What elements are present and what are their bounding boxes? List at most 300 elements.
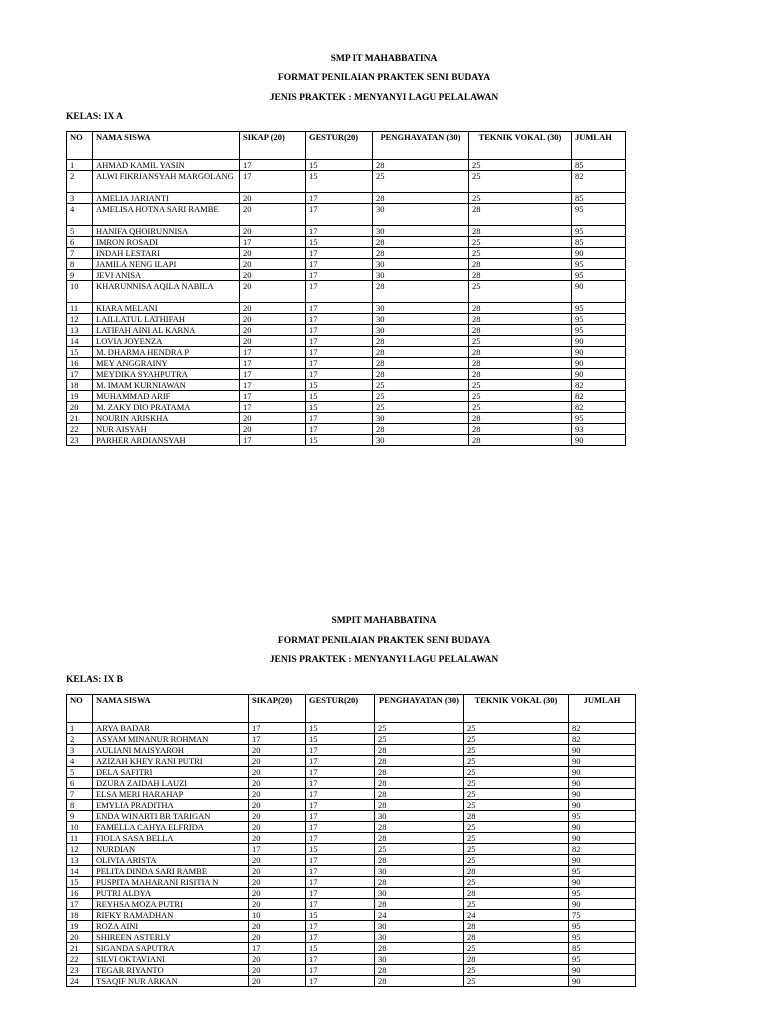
cell-sikap: 17 (240, 435, 306, 446)
cell-teknik-vokal: 25 (469, 281, 572, 303)
header-no: NO (67, 695, 93, 723)
cell-sikap: 20 (240, 314, 306, 325)
cell-teknik-vokal: 25 (464, 745, 569, 756)
cell-jumlah: 95 (569, 811, 636, 822)
header-penghayatan: PENGHAYATAN (30) (373, 132, 469, 160)
cell-teknik-vokal: 28 (469, 369, 572, 380)
cell-sikap: 20 (249, 811, 306, 822)
cell-sikap: 20 (249, 976, 306, 987)
table-row (67, 778, 636, 789)
cell-no: 6 (67, 237, 93, 248)
cell-teknik-vokal: 28 (464, 811, 569, 822)
cell-sikap: 20 (240, 259, 306, 270)
cell-gestur: 15 (306, 844, 375, 855)
cell-jumlah: 82 (572, 402, 626, 413)
table-row (67, 270, 626, 281)
cell-sikap: 17 (240, 347, 306, 358)
cell-jumlah: 95 (569, 932, 636, 943)
cell-sikap: 20 (240, 248, 306, 259)
cell-nama-siswa: DELA SAFITRI (93, 767, 249, 778)
cell-teknik-vokal: 25 (464, 943, 569, 954)
cell-nama-siswa: SHIREEN ASTERLY (93, 932, 249, 943)
cell-teknik-vokal: 28 (469, 204, 572, 226)
table-row (67, 855, 636, 866)
table-row (67, 160, 626, 171)
cell-penghayatan: 30 (373, 325, 469, 336)
cell-nama-siswa: AMELIA JARIANTI (93, 193, 240, 204)
cell-teknik-vokal: 25 (469, 248, 572, 259)
cell-nama-siswa: REYHSA MOZA PUTRI (93, 899, 249, 910)
cell-penghayatan: 28 (375, 965, 464, 976)
table-row (67, 237, 626, 248)
cell-gestur: 15 (306, 237, 373, 248)
table-row (67, 833, 636, 844)
cell-penghayatan: 28 (373, 347, 469, 358)
jenis-praktek-title: JENIS PRAKTEK : MENYANYI LAGU PELALAWAN (269, 93, 499, 103)
cell-no: 16 (67, 888, 93, 899)
cell-nama-siswa: AHMAD KAMIL YASIN (93, 160, 240, 171)
cell-gestur: 15 (306, 435, 373, 446)
cell-gestur: 17 (306, 822, 375, 833)
cell-no: 1 (67, 723, 93, 734)
cell-sikap: 20 (249, 778, 306, 789)
cell-jumlah: 95 (572, 204, 626, 226)
cell-no: 6 (67, 778, 93, 789)
cell-sikap: 20 (249, 921, 306, 932)
cell-jumlah: 90 (569, 778, 636, 789)
cell-penghayatan: 25 (375, 734, 464, 745)
cell-no: 2 (67, 734, 93, 745)
cell-penghayatan: 28 (375, 800, 464, 811)
cell-sikap: 17 (240, 358, 306, 369)
cell-gestur: 17 (306, 424, 373, 435)
table-row (67, 380, 626, 391)
table-row (67, 866, 636, 877)
cell-teknik-vokal: 25 (469, 160, 572, 171)
cell-teknik-vokal: 28 (469, 303, 572, 314)
cell-sikap: 17 (249, 723, 306, 734)
cell-sikap: 20 (249, 866, 306, 877)
cell-sikap: 20 (240, 226, 306, 237)
cell-nama-siswa: INDAH LESTARI (93, 248, 240, 259)
cell-penghayatan: 28 (375, 745, 464, 756)
cell-nama-siswa: LATIFAH AINI AL KARNA (93, 325, 240, 336)
header-nama-siswa: NAMA SISWA (93, 132, 240, 160)
cell-gestur: 17 (306, 281, 373, 303)
cell-sikap: 20 (240, 325, 306, 336)
cell-sikap: 20 (249, 756, 306, 767)
cell-gestur: 17 (306, 954, 375, 965)
cell-penghayatan: 28 (375, 899, 464, 910)
cell-jumlah: 95 (572, 413, 626, 424)
cell-jumlah: 82 (572, 380, 626, 391)
cell-nama-siswa: MEY ANGGRAINY (93, 358, 240, 369)
header-no: NO (67, 132, 93, 160)
cell-nama-siswa: KHARUNNISA AQILA NABILA (93, 281, 240, 303)
cell-penghayatan: 25 (375, 844, 464, 855)
cell-penghayatan: 28 (373, 248, 469, 259)
table-body (67, 160, 626, 446)
cell-jumlah: 95 (572, 259, 626, 270)
cell-gestur: 17 (306, 899, 375, 910)
cell-jumlah: 90 (572, 281, 626, 303)
cell-gestur: 17 (306, 745, 375, 756)
school-title: SMP IT MAHABBATINA (330, 54, 438, 64)
cell-sikap: 17 (240, 380, 306, 391)
kelas-label: KELAS: IX A (66, 112, 124, 122)
cell-jumlah: 85 (572, 193, 626, 204)
header-jumlah: JUMLAH (569, 695, 636, 723)
cell-no: 8 (67, 259, 93, 270)
cell-nama-siswa: PUTRI ALDYA (93, 888, 249, 899)
table-row (67, 402, 626, 413)
table-row (67, 424, 626, 435)
cell-penghayatan: 25 (375, 723, 464, 734)
table-row (67, 281, 626, 303)
cell-sikap: 20 (240, 336, 306, 347)
cell-gestur: 17 (306, 932, 375, 943)
cell-no: 19 (67, 391, 93, 402)
cell-teknik-vokal: 25 (464, 734, 569, 745)
cell-gestur: 17 (306, 855, 375, 866)
cell-teknik-vokal: 25 (464, 723, 569, 734)
cell-jumlah: 85 (572, 160, 626, 171)
cell-nama-siswa: M. DHARMA HENDRA P (93, 347, 240, 358)
cell-no: 10 (67, 281, 93, 303)
cell-jumlah: 90 (569, 756, 636, 767)
cell-penghayatan: 30 (373, 413, 469, 424)
cell-sikap: 20 (249, 932, 306, 943)
cell-penghayatan: 30 (373, 226, 469, 237)
cell-penghayatan: 28 (375, 833, 464, 844)
cell-no: 13 (67, 325, 93, 336)
cell-jumlah: 90 (569, 745, 636, 756)
cell-nama-siswa: ALWI FIKRIANSYAH MARGOLANG (93, 171, 240, 193)
cell-nama-siswa: LAILLATUL LATHIFAH (93, 314, 240, 325)
cell-jumlah: 90 (569, 899, 636, 910)
cell-teknik-vokal: 25 (464, 822, 569, 833)
cell-nama-siswa: ENDA WINARTI BR TARIGAN (93, 811, 249, 822)
cell-no: 14 (67, 866, 93, 877)
cell-gestur: 17 (306, 336, 373, 347)
cell-no: 14 (67, 336, 93, 347)
cell-gestur: 17 (306, 248, 373, 259)
cell-teknik-vokal: 28 (464, 954, 569, 965)
cell-sikap: 20 (249, 745, 306, 756)
table-row (67, 259, 626, 270)
table-row (67, 204, 626, 226)
cell-penghayatan: 25 (373, 402, 469, 413)
cell-no: 17 (67, 369, 93, 380)
cell-teknik-vokal: 28 (469, 226, 572, 237)
cell-gestur: 17 (306, 789, 375, 800)
cell-no: 22 (67, 424, 93, 435)
cell-sikap: 20 (249, 965, 306, 976)
cell-penghayatan: 28 (373, 193, 469, 204)
table-row (67, 391, 626, 402)
cell-gestur: 17 (306, 193, 373, 204)
cell-jumlah: 90 (572, 248, 626, 259)
cell-jumlah: 90 (569, 877, 636, 888)
cell-nama-siswa: FAMELLA CAHYA ELFRIDA (93, 822, 249, 833)
cell-jumlah: 95 (572, 226, 626, 237)
cell-teknik-vokal: 28 (469, 435, 572, 446)
cell-jumlah: 90 (569, 965, 636, 976)
cell-gestur: 15 (306, 160, 373, 171)
cell-sikap: 17 (240, 171, 306, 193)
cell-no: 3 (67, 745, 93, 756)
cell-jumlah: 75 (569, 910, 636, 921)
cell-teknik-vokal: 25 (464, 976, 569, 987)
table-row (67, 954, 636, 965)
cell-nama-siswa: NURDIAN (93, 844, 249, 855)
cell-jumlah: 95 (569, 921, 636, 932)
cell-teknik-vokal: 25 (469, 193, 572, 204)
cell-gestur: 17 (306, 778, 375, 789)
cell-teknik-vokal: 25 (464, 877, 569, 888)
table-row (67, 888, 636, 899)
cell-no: 21 (67, 413, 93, 424)
table-row (67, 789, 636, 800)
cell-sikap: 20 (240, 193, 306, 204)
table-row (67, 413, 626, 424)
cell-no: 18 (67, 910, 93, 921)
cell-jumlah: 95 (572, 270, 626, 281)
cell-teknik-vokal: 25 (469, 380, 572, 391)
cell-jumlah: 90 (572, 358, 626, 369)
cell-teknik-vokal: 28 (469, 413, 572, 424)
cell-sikap: 17 (240, 369, 306, 380)
cell-teknik-vokal: 25 (464, 899, 569, 910)
cell-sikap: 20 (249, 833, 306, 844)
header-nama-siswa: NAMA SISWA (93, 695, 249, 723)
table-row (67, 734, 636, 745)
cell-teknik-vokal: 28 (464, 921, 569, 932)
cell-no: 4 (67, 204, 93, 226)
table-row (67, 226, 626, 237)
cell-sikap: 20 (240, 413, 306, 424)
cell-penghayatan: 28 (373, 160, 469, 171)
cell-penghayatan: 25 (373, 380, 469, 391)
cell-jumlah: 82 (572, 171, 626, 193)
cell-teknik-vokal: 25 (469, 171, 572, 193)
table-row (67, 976, 636, 987)
grade-table (66, 131, 626, 446)
cell-nama-siswa: ARYA BADAR (93, 723, 249, 734)
cell-jumlah: 95 (572, 314, 626, 325)
grade-table (66, 694, 636, 987)
header-sikap: SIKAP(20) (249, 695, 306, 723)
cell-teknik-vokal: 25 (469, 402, 572, 413)
cell-gestur: 17 (306, 877, 375, 888)
cell-no: 24 (67, 976, 93, 987)
cell-penghayatan: 30 (375, 866, 464, 877)
cell-nama-siswa: ELSA MERI HARAHAP (93, 789, 249, 800)
cell-gestur: 17 (306, 800, 375, 811)
cell-jumlah: 95 (569, 866, 636, 877)
cell-penghayatan: 28 (373, 369, 469, 380)
cell-penghayatan: 28 (373, 358, 469, 369)
cell-nama-siswa: EMYLIA PRADITHA (93, 800, 249, 811)
cell-sikap: 17 (240, 402, 306, 413)
cell-jumlah: 85 (569, 943, 636, 954)
cell-nama-siswa: RIFKY RAMADHAN (93, 910, 249, 921)
cell-jumlah: 82 (572, 391, 626, 402)
cell-no: 4 (67, 756, 93, 767)
cell-penghayatan: 30 (375, 811, 464, 822)
cell-no: 20 (67, 402, 93, 413)
cell-nama-siswa: HANIFA QHOIRUNNISA (93, 226, 240, 237)
cell-nama-siswa: PARHER ARDIANSYAH (93, 435, 240, 446)
cell-no: 10 (67, 822, 93, 833)
cell-jumlah: 90 (569, 767, 636, 778)
table-header-row (67, 695, 636, 723)
cell-gestur: 17 (306, 325, 373, 336)
cell-gestur: 17 (306, 369, 373, 380)
cell-no: 23 (67, 435, 93, 446)
cell-sikap: 20 (240, 270, 306, 281)
cell-sikap: 20 (249, 899, 306, 910)
cell-penghayatan: 28 (373, 237, 469, 248)
kelas-label: KELAS: IX B (66, 675, 124, 685)
table-row (67, 910, 636, 921)
cell-penghayatan: 28 (375, 976, 464, 987)
table-row (67, 369, 626, 380)
cell-nama-siswa: SIGANDA SAPUTRA (93, 943, 249, 954)
cell-nama-siswa: AZIZAH KHEY RANI PUTRI (93, 756, 249, 767)
cell-gestur: 17 (306, 756, 375, 767)
cell-jumlah: 90 (572, 336, 626, 347)
cell-no: 2 (67, 171, 93, 193)
table-body (67, 723, 636, 987)
cell-teknik-vokal: 25 (464, 789, 569, 800)
cell-no: 7 (67, 789, 93, 800)
cell-sikap: 20 (249, 888, 306, 899)
cell-teknik-vokal: 28 (464, 866, 569, 877)
cell-no: 5 (67, 226, 93, 237)
cell-teknik-vokal: 28 (464, 932, 569, 943)
cell-sikap: 20 (249, 822, 306, 833)
cell-nama-siswa: IMRON ROSADI (93, 237, 240, 248)
cell-teknik-vokal: 28 (469, 314, 572, 325)
cell-jumlah: 82 (569, 734, 636, 745)
cell-sikap: 10 (249, 910, 306, 921)
cell-jumlah: 90 (569, 822, 636, 833)
cell-jumlah: 95 (569, 954, 636, 965)
table-row (67, 336, 626, 347)
table-row (67, 723, 636, 734)
table-row (67, 248, 626, 259)
cell-penghayatan: 30 (375, 921, 464, 932)
cell-sikap: 20 (249, 789, 306, 800)
cell-jumlah: 90 (569, 789, 636, 800)
cell-nama-siswa: AMELISA HOTNA SARI RAMBE (93, 204, 240, 226)
cell-penghayatan: 28 (375, 855, 464, 866)
cell-penghayatan: 28 (375, 877, 464, 888)
cell-teknik-vokal: 28 (464, 888, 569, 899)
school-title: SMPIT MAHABBATINA (331, 616, 437, 626)
cell-penghayatan: 30 (373, 270, 469, 281)
table-row (67, 822, 636, 833)
cell-nama-siswa: NOURIN ARISKHA (93, 413, 240, 424)
cell-penghayatan: 30 (373, 435, 469, 446)
cell-gestur: 17 (306, 204, 373, 226)
table-row (67, 921, 636, 932)
cell-penghayatan: 25 (373, 391, 469, 402)
cell-gestur: 15 (306, 943, 375, 954)
table-row (67, 745, 636, 756)
cell-penghayatan: 28 (375, 778, 464, 789)
cell-no: 3 (67, 193, 93, 204)
header-teknik-vokal: TEKNIK VOKAL (30) (464, 695, 569, 723)
cell-gestur: 17 (306, 314, 373, 325)
cell-nama-siswa: ASYAM MINANUR ROHMAN (93, 734, 249, 745)
cell-gestur: 17 (306, 226, 373, 237)
cell-gestur: 17 (306, 976, 375, 987)
cell-no: 16 (67, 358, 93, 369)
cell-gestur: 15 (306, 171, 373, 193)
cell-teknik-vokal: 25 (469, 336, 572, 347)
cell-nama-siswa: NUR AISYAH (93, 424, 240, 435)
cell-nama-siswa: FIOLA SASA BELLA (93, 833, 249, 844)
cell-gestur: 17 (306, 811, 375, 822)
cell-teknik-vokal: 24 (464, 910, 569, 921)
cell-no: 22 (67, 954, 93, 965)
cell-teknik-vokal: 25 (464, 778, 569, 789)
cell-gestur: 17 (306, 965, 375, 976)
cell-gestur: 17 (306, 358, 373, 369)
cell-penghayatan: 30 (375, 932, 464, 943)
table-row (67, 358, 626, 369)
cell-nama-siswa: JAMILA NENG ILAPI (93, 259, 240, 270)
cell-penghayatan: 28 (373, 281, 469, 303)
table-row (67, 844, 636, 855)
cell-no: 5 (67, 767, 93, 778)
header-teknik-vokal: TEKNIK VOKAL (30) (469, 132, 572, 160)
cell-nama-siswa: MUHAMMAD ARIF (93, 391, 240, 402)
cell-gestur: 17 (306, 921, 375, 932)
table-row (67, 325, 626, 336)
cell-penghayatan: 25 (373, 171, 469, 193)
cell-teknik-vokal: 25 (464, 767, 569, 778)
cell-nama-siswa: TEGAR RIYANTO (93, 965, 249, 976)
cell-no: 21 (67, 943, 93, 954)
cell-jumlah: 82 (569, 723, 636, 734)
cell-gestur: 17 (306, 259, 373, 270)
cell-sikap: 20 (249, 855, 306, 866)
cell-no: 9 (67, 811, 93, 822)
cell-teknik-vokal: 25 (464, 756, 569, 767)
cell-nama-siswa: OLIVIA ARISTA (93, 855, 249, 866)
cell-gestur: 15 (306, 910, 375, 921)
cell-penghayatan: 30 (373, 259, 469, 270)
table-row (67, 347, 626, 358)
cell-nama-siswa: M. IMAM KURNIAWAN (93, 380, 240, 391)
header-penghayatan: PENGHAYATAN (30) (375, 695, 464, 723)
jenis-praktek-title: JENIS PRAKTEK : MENYANYI LAGU PELALAWAN (269, 655, 499, 665)
cell-gestur: 17 (306, 303, 373, 314)
cell-penghayatan: 28 (375, 943, 464, 954)
cell-gestur: 17 (306, 270, 373, 281)
table-row (67, 767, 636, 778)
table-row (67, 756, 636, 767)
cell-teknik-vokal: 28 (469, 358, 572, 369)
cell-sikap: 17 (249, 844, 306, 855)
cell-nama-siswa: JEVI ANISA (93, 270, 240, 281)
cell-no: 8 (67, 800, 93, 811)
cell-jumlah: 90 (572, 347, 626, 358)
header-sikap: SIKAP (20) (240, 132, 306, 160)
